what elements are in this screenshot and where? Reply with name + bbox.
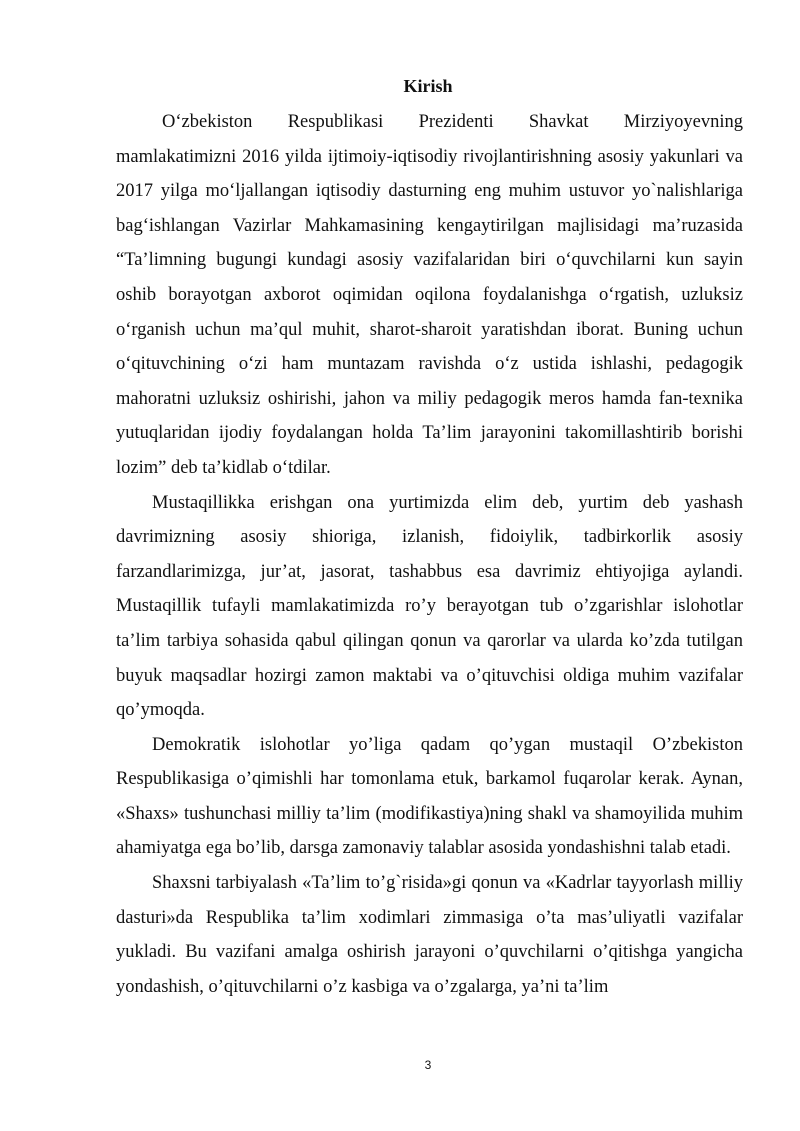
paragraph: O‘zbekiston Respublikasi Prezidenti Shavkat Mirziyoyevning mamlakatimizni 2016 yilda ijtimoiy-iqtisodiy rivojlantirishning asosiy yakunlari va 2017 yilga mo‘ljallangan iqtisodiy dasturning eng muhim ustuvor yo`nalishlariga bag‘ishlangan Vazirlar Mahkamasining kengaytirilgan majlisidagi ma’ruzasida “Ta’limning bugungi kundagi asosiy vazifalaridan biri o‘quvchilarni kun sayin oshib borayotgan axborot oqimidan oqilona foydalanishga o‘rgatish, uzluksiz o‘rganish uchun ma’qul muhit, sharot-sharoit yaratishdan iborat. Buning uchun o‘qituvchining o‘zi ham muntazam ravishda o‘z ustida ishlashi, pedagogik mahoratni uzluksiz oshirishi, jahon va miliy pedagogik meros hamda fan-texnika yutuqlaridan ijodiy foydalangan holda Ta’lim jarayonini takomillashtirib borishi lozim” deb ta’kidlab o‘tdilar. xyxy=(116,112,743,478)
body-text xyxy=(116,105,743,1004)
page-number: 3 xyxy=(424,1058,432,1072)
section-title: Kirish xyxy=(403,76,453,96)
paragraph: Shaxsni tarbiyalash «Ta’lim to’g`risida»gi qonun va «Kadrlar tayyorlash milliy dasturi»da Respublika ta’lim xodimlari zimmasiga o’ta mas’uliyatli vazifalar yukladi. Bu vazifani amalga oshirish jarayoni o’quvchilarni o’qitishga yangicha yondashish, o’qituvchilarni o’z kasbiga va o’zgalarga, ya’ni ta’lim xyxy=(116,873,743,997)
paragraph: Mustaqillikka erishgan ona yurtimizda elim deb, yurtim deb yashash davrimizning asosiy shioriga, izlanish, fidoiylik, tadbirkorlik asosiy farzandlarimizga, jur’at, jasorat, tashabbus esa davrimiz ehtiyojiga aylandi. Mustaqillik tufayli mamlakatimizda ro’y berayotgan tub o’zgarishlar islohotlar ta’lim tarbiya sohasida qabul qilingan qonun va qarorlar va ularda ko’zda tutilgan buyuk maqsadlar hozirgi zamon maktabi va o’qituvchisi oldiga muhim vazifalar qo’ymoqda. xyxy=(116,492,743,721)
paragraph: Demokratik islohotlar yo’liga qadam qo’ygan mustaqil O’zbekiston Respublikasiga o’qimishli har tomonlama etuk, barkamol fuqarolar kerak. Aynan, «Shaxs» tushunchasi milliy ta’lim (modifikastiya)ning shakl va shamoyilida muhim ahamiyatga ega bo’lib, darsga zamonaviy talablar asosida yondashishni talab etadi. xyxy=(116,734,743,859)
